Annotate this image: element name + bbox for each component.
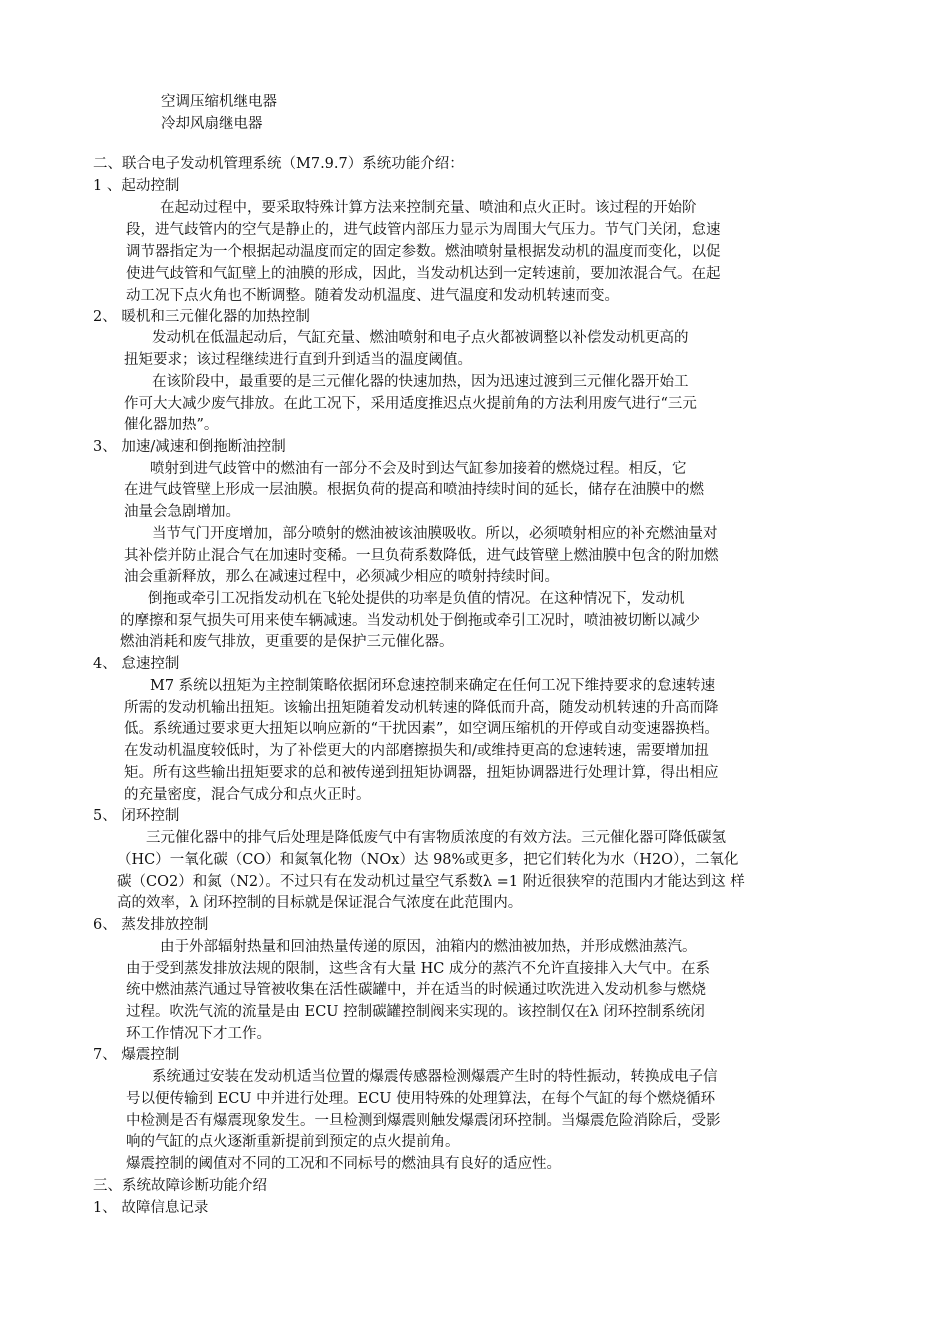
subsection-heading: 2、 暖机和三元催化器的加热控制	[93, 309, 310, 325]
text-line: （HC）一氧化碳（CO）和氮氧化物（NOx）达 98%或更多，把它们转化为水（H2O），二氧化	[117, 852, 739, 868]
text-line: 其补偿并防止混合气在加速时变稀。一旦负荷系数降低，进气歧管壁上燃油膜中包含的附加燃	[124, 548, 719, 564]
text-line: 作可大大减少废气排放。在此工况下，采用适度推迟点火提前角的方法利用废气进行“三元	[124, 396, 697, 412]
text-line: 在该阶段中，最重要的是三元催化器的快速加热，因为迅速过渡到三元催化器开始工	[152, 374, 689, 390]
text-line: 低。系统通过要求更大扭矩以响应新的“干扰因素”，如空调压缩机的开停或自动变速器换档。	[124, 721, 719, 737]
text-line: 催化器加热”。	[124, 417, 219, 433]
text-line: 所需的发动机输出扭矩。该输出扭矩随着发动机转速的降低而升高，随发动机转速的升高而降	[124, 700, 719, 716]
section-heading: 二、联合电子发动机管理系统（M7.9.7）系统功能介绍：	[93, 156, 464, 172]
text-line: 碳（CO2）和氮（N2）。不过只有在发动机过量空气系数λ =1 附近很狭窄的范围内才能达到这 样	[117, 874, 745, 890]
text-line: 动工况下点火角也不断调整。随着发动机温度、进气温度和发动机转速而变。	[126, 288, 619, 304]
text-line: 段，进气歧管内的空气是静止的，进气歧管内部压力显示为周围大气压力。节气门关闭，怠速	[126, 222, 721, 238]
text-line: 号以便传输到 ECU 中并进行处理。ECU 使用特殊的处理算法，在每个气缸的每个燃烧循环	[126, 1091, 716, 1107]
text-line: 由于外部辐射热量和回油热量传递的原因，油箱内的燃油被加热，并形成燃油蒸汽。	[160, 939, 697, 955]
text-line: 油量会急剧增加。	[124, 504, 240, 520]
text-line: 在起动过程中，要采取特殊计算方法来控制充量、喷油和点火正时。该过程的开始阶	[160, 200, 697, 216]
subsection-heading: 6、 蒸发排放控制	[93, 917, 209, 933]
text-line: 过程。吹洗气流的流量是由 ECU 控制碳罐控制阀来实现的。该控制仅在λ 闭环控制系统闭	[126, 1004, 705, 1020]
text-line: 空调压缩机继电器	[161, 94, 277, 110]
text-line: 系统通过安装在发动机适当位置的爆震传感器检测爆震产生时的特性振动，转换成电子信	[152, 1069, 718, 1085]
text-line: 喷射到进气歧管中的燃油有一部分不会及时到达气缸参加接着的燃烧过程。相反，它	[150, 461, 687, 477]
text-line: 在发动机温度较低时，为了补偿更大的内部磨擦损失和/或维持更高的怠速转速，需要增加扭	[124, 743, 709, 759]
subsection-heading: 3、 加速/减速和倒拖断油控制	[93, 439, 286, 455]
text-line: 响的气缸的点火逐渐重新提前到预定的点火提前角。	[126, 1134, 460, 1150]
text-line: 调节器指定为一个根据起动温度而定的固定参数。燃油喷射量根据发动机的温度而变化，以促	[126, 244, 721, 260]
text-line: 当节气门开度增加，部分喷射的燃油被该油膜吸收。所以，必须喷射相应的补充燃油量对	[152, 526, 718, 542]
text-line: 的摩擦和泵气损失可用来使车辆减速。当发动机处于倒拖或牵引工况时，喷油被切断以减少	[120, 613, 700, 629]
text-line: 使进气歧管和气缸壁上的油膜的形成，因此，当发动机达到一定转速前，要加浓混合气。在起	[126, 266, 721, 282]
text-line: 高的效率，λ 闭环控制的目标就是保证混合气浓度在此范围内。	[117, 895, 523, 911]
section-heading: 三、系统故障诊断功能介绍	[93, 1178, 267, 1194]
text-line: 由于受到蒸发排放法规的限制，这些含有大量 HC 成分的蒸汽不允许直接排入大气中。在系	[126, 961, 710, 977]
text-line: 发动机在低温起动后，气缸充量、燃油喷射和电子点火都被调整以补偿发动机更高的	[152, 330, 689, 346]
text-line: 统中燃油蒸汽通过导管被收集在活性碳罐中，并在适当的时候通过吹洗进入发动机参与燃烧	[126, 982, 706, 998]
text-line: 扭矩要求；该过程继续进行直到升到适当的温度阈值。	[124, 352, 472, 368]
text-line: 油会重新释放，那么在减速过程中，必须减少相应的喷射持续时间。	[124, 569, 559, 585]
text-line: 中检测是否有爆震现象发生。一旦检测到爆震则触发爆震闭环控制。当爆震危险消除后，受影	[126, 1113, 721, 1129]
subsection-heading: 4、 怠速控制	[93, 656, 180, 672]
subsection-heading: 7、 爆震控制	[93, 1047, 180, 1063]
text-line: 环工作情况下才工作。	[126, 1026, 271, 1042]
text-line: 冷却风扇继电器	[161, 116, 263, 132]
text-line: 倒拖或牵引工况指发动机在飞轮处提供的功率是负值的情况。在这种情况下，发动机	[148, 591, 685, 607]
text-line: 燃油消耗和废气排放，更重要的是保护三元催化器。	[120, 634, 454, 650]
text-line: 爆震控制的阈值对不同的工况和不同标号的燃油具有良好的适应性。	[126, 1156, 561, 1172]
subsection-heading: 5、 闭环控制	[93, 808, 180, 824]
text-line: M7 系统以扭矩为主控制策略依据闭环怠速控制来确定在任何工况下维持要求的怠速转速	[150, 678, 716, 694]
text-line: 三元催化器中的排气后处理是降低废气中有害物质浓度的有效方法。三元催化器可降低碳氢	[146, 830, 726, 846]
text-line: 在进气歧管壁上形成一层油膜。根据负荷的提高和喷油持续时间的延长，储存在油膜中的燃	[124, 482, 704, 498]
text-line: 的充量密度，混合气成分和点火正时。	[124, 787, 371, 803]
subsection-heading: 1 、起动控制	[93, 178, 180, 194]
text-line: 矩。所有这些输出扭矩要求的总和被传递到扭矩协调器，扭矩协调器进行处理计算，得出相应	[124, 765, 719, 781]
subsection-heading: 1、 故障信息记录	[93, 1200, 209, 1216]
